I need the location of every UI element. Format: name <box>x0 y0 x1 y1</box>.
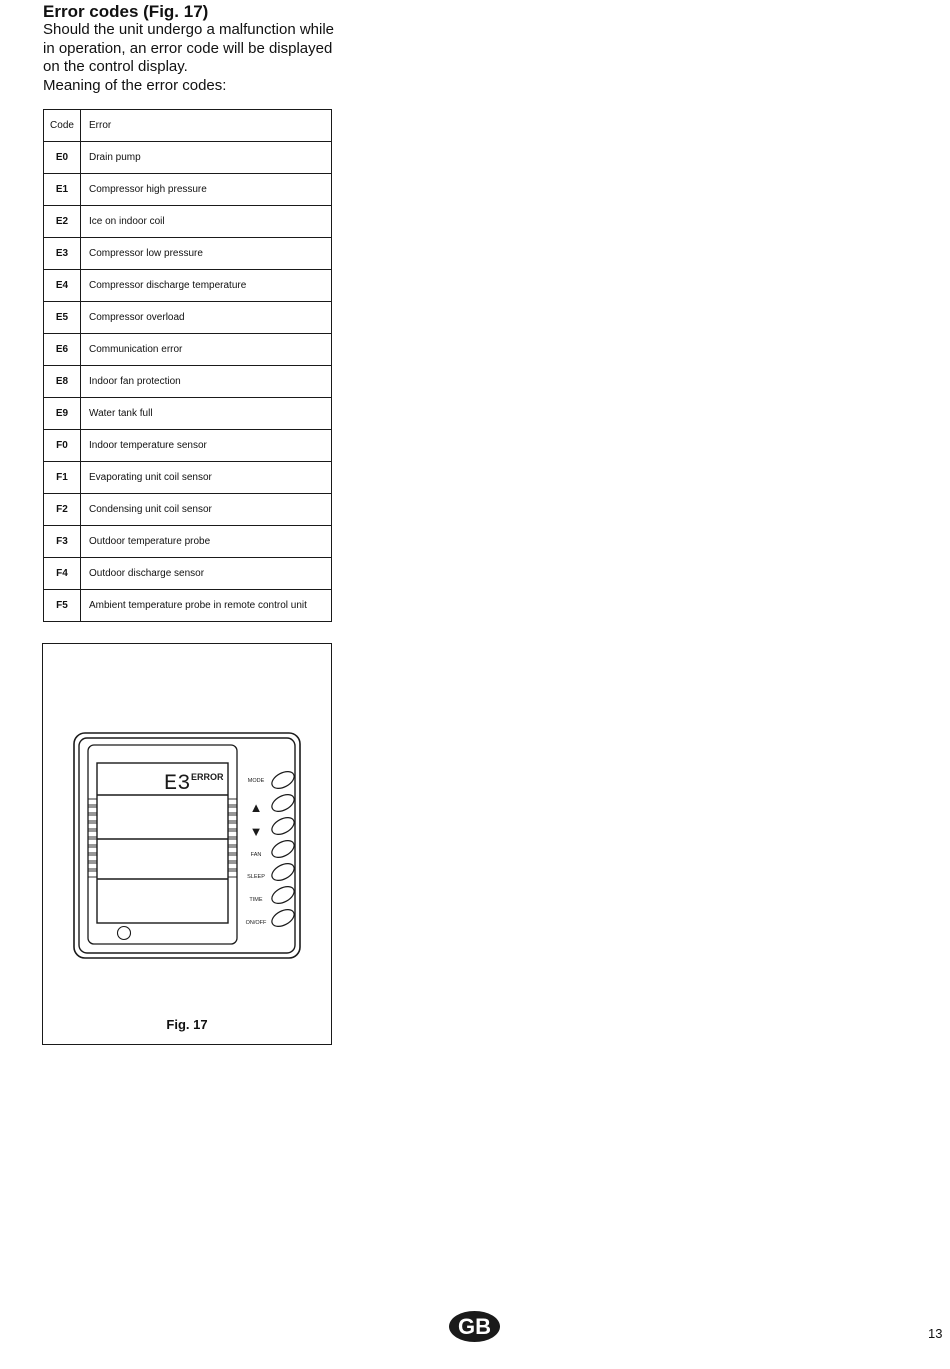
table-row <box>44 558 332 590</box>
table-row <box>44 334 332 366</box>
error-code: F5 <box>44 590 81 622</box>
error-code: F1 <box>44 462 81 494</box>
figure-17-box <box>42 643 332 1045</box>
column-header-error: Error <box>81 110 332 142</box>
error-description: Compressor discharge temperature <box>81 270 332 302</box>
down-arrow-icon: ▼ <box>249 824 263 839</box>
table-row <box>44 462 332 494</box>
table-row <box>44 302 332 334</box>
error-description: Evaporating unit coil sensor <box>81 462 332 494</box>
language-badge: GB <box>449 1311 500 1342</box>
time-label: TIME <box>249 897 263 903</box>
error-code: E0 <box>44 142 81 174</box>
intro-paragraph: Should the unit undergo a malfunction while in operation, an error code will be displayed on the control display. <box>43 21 335 75</box>
table-row <box>44 142 332 174</box>
error-description: Outdoor discharge sensor <box>81 558 332 590</box>
error-description: Outdoor temperature probe <box>81 526 332 558</box>
table-row <box>44 238 332 270</box>
display-error-label: ERROR <box>191 772 224 782</box>
error-description: Ambient temperature probe in remote control unit <box>81 590 332 622</box>
error-description: Compressor overload <box>81 302 332 334</box>
table-row <box>44 366 332 398</box>
sleep-label: SLEEP <box>247 874 265 880</box>
error-description: Indoor temperature sensor <box>81 430 332 462</box>
figure-caption: Fig. 17 <box>166 1017 208 1032</box>
error-description: Drain pump <box>81 142 332 174</box>
error-code: F0 <box>44 430 81 462</box>
error-description: Compressor low pressure <box>81 238 332 270</box>
error-code: F4 <box>44 558 81 590</box>
error-code: E4 <box>44 270 81 302</box>
error-description: Water tank full <box>81 398 332 430</box>
table-row <box>44 590 332 622</box>
column-header-code: Code <box>44 110 81 142</box>
table-header-row <box>44 110 332 142</box>
section-heading: Error codes (Fig. 17) <box>43 2 209 21</box>
page-number: 13 <box>928 1326 943 1341</box>
error-code: E5 <box>44 302 81 334</box>
error-code: E9 <box>44 398 81 430</box>
fan-label: FAN <box>250 852 262 858</box>
error-code: E6 <box>44 334 81 366</box>
table-row <box>44 526 332 558</box>
up-arrow-icon: ▲ <box>249 800 263 815</box>
table-row <box>44 494 332 526</box>
remote-control-illustration <box>43 644 331 1044</box>
error-description: Ice on indoor coil <box>81 206 332 238</box>
error-code: F2 <box>44 494 81 526</box>
error-description: Indoor fan protection <box>81 366 332 398</box>
display-error-code: E3 <box>164 771 191 796</box>
table-row <box>44 430 332 462</box>
error-code: E3 <box>44 238 81 270</box>
error-description: Condensing unit coil sensor <box>81 494 332 526</box>
error-code: F3 <box>44 526 81 558</box>
intro-lead-in: Meaning of the error codes: <box>43 76 227 94</box>
table-row <box>44 270 332 302</box>
table-row <box>44 206 332 238</box>
error-description: Communication error <box>81 334 332 366</box>
intro-text <box>43 21 343 95</box>
error-code: E1 <box>44 174 81 206</box>
error-description: Compressor high pressure <box>81 174 332 206</box>
onoff-label: ON/OFF <box>245 920 267 926</box>
error-codes-table <box>43 109 332 622</box>
mode-label: MODE <box>247 778 265 784</box>
error-code: E8 <box>44 366 81 398</box>
error-code: E2 <box>44 206 81 238</box>
table-row <box>44 398 332 430</box>
table-row <box>44 174 332 206</box>
